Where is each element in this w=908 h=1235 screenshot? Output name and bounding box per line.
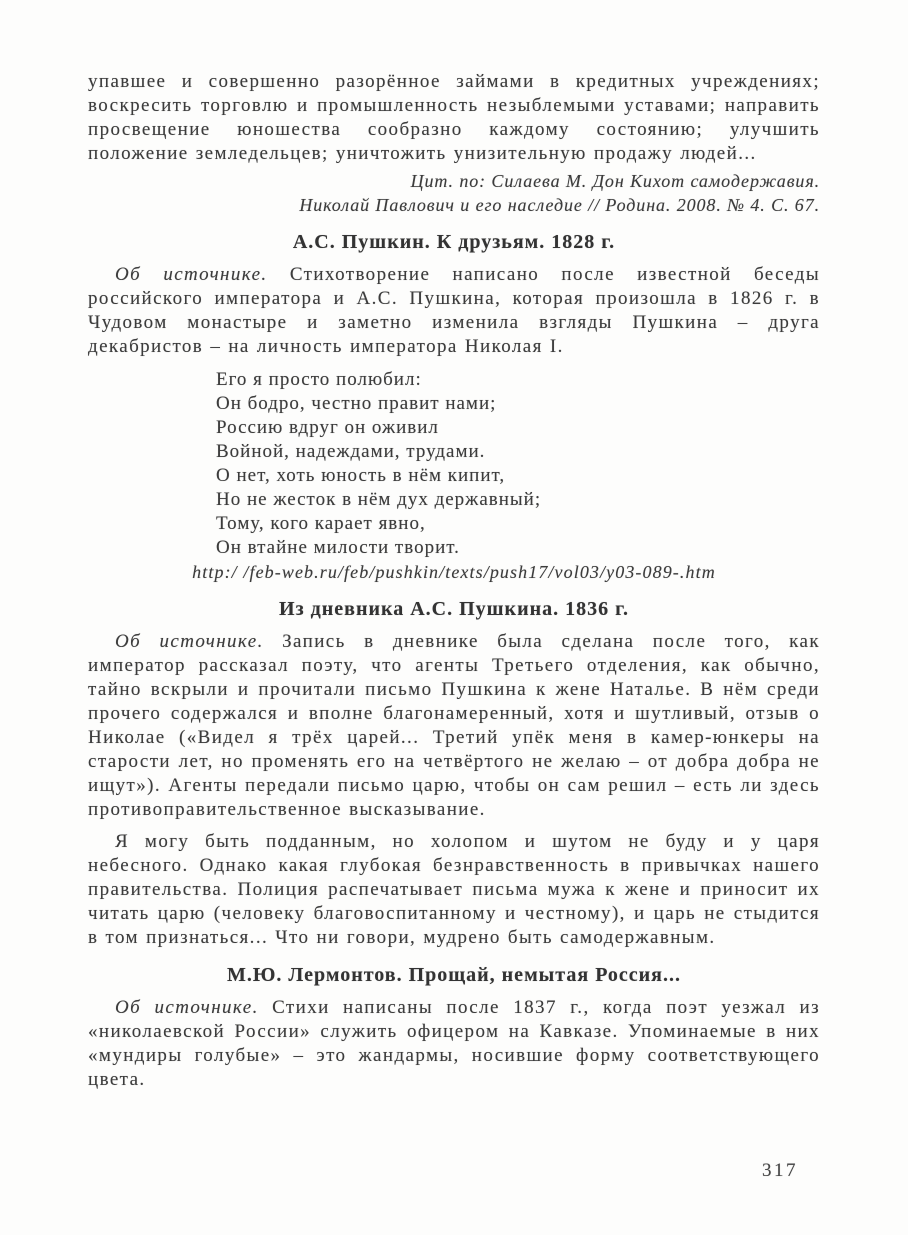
poem-line: Но не жесток в нём дух державный; — [216, 489, 542, 510]
about-source-text: Запись в дневнике была сделана после того, как император рассказал поэту, что агенты Третьего отделения, как обычно, тайно вскрыли и прочитали письмо Пушкина к жене Наталье. В нём среди прочего содержался и вполне благонамеренный, хотя и шутливый, отзыв о Николае («Видел я трёх царей... Третий упёк меня в камер-юнкеры на старости лет, но променять его на четвёртого не желаю – от добра добра не ищут»). Агенты передали письмо царю, чтобы он сам решил – есть ли здесь противоправительственное высказывание. — [88, 631, 820, 820]
poem-line: Его я просто полюбил: — [216, 369, 422, 390]
about-source-lead: Об источнике. — [115, 997, 259, 1018]
about-paragraph-lermontov — [88, 996, 820, 1092]
about-paragraph-pushkin-diary — [88, 630, 820, 822]
section-heading-pushkin-diary: Из дневника А.С. Пушкина. 1836 г. — [279, 598, 629, 620]
about-source-text: Стихотворение написано после известной беседы российского императора и А.С. Пушкина, которая произошла в 1826 г. в Чудовом монастыре и заметно изменила взгляды Пушкина – друга декабристов – на личность императора Николая I. — [88, 264, 820, 357]
about-source-text: Стихи написаны после 1837 г., когда поэт уезжал из «николаевской России» служить офицером на Кавказе. Упоминаемые в них «мундиры голубые» – это жандармы, носившие форму соответствующего цвета. — [88, 997, 820, 1090]
section-heading-lermontov: М.Ю. Лермонтов. Прощай, немытая Россия... — [226, 964, 682, 986]
intro-paragraph: упавшее и совершенно разорённое займами в кредитных учреждениях; воскресить торговлю и промышленность незыблемыми уставами; направить просвещение юношества сообразно каждому состоянию; улучшить положение земледельцев; уничтожить унизительную продажу людей... — [88, 71, 820, 164]
poem-line: Россию вдруг он оживил — [216, 417, 439, 438]
citation-line: Цит. по: Силаева М. Дон Кихот самодержавия. — [410, 171, 820, 191]
diary-quote-paragraph: Я могу быть подданным, но холопом и шутом не буду и у царя небесного. Однако какая глубокая безнравственность в привычках нашего правительства. Полиция распечатывает письма мужа к жене и приносит их читать царю (человеку благовоспитанному и честному), и царь не стыдится в том признаться... Что ни говори, мудрено быть самодержавным. — [88, 831, 820, 948]
poem-line: О нет, хоть юность в нём кипит, — [216, 465, 506, 486]
about-source-lead: Об источнике. — [115, 631, 264, 652]
poem-line: Тому, кого карает явно, — [216, 513, 426, 534]
citation-line: Николай Павлович и его наследие // Родина. 2008. № 4. С. 67. — [299, 195, 820, 215]
section-heading-pushkin-friends: А.С. Пушкин. К друзьям. 1828 г. — [292, 231, 616, 253]
citation-block — [88, 169, 820, 217]
poem-line: Войной, надеждами, трудами. — [216, 441, 486, 462]
page-number: 317 — [762, 1160, 798, 1181]
about-paragraph-pushkin-friends — [88, 263, 820, 359]
text-column — [88, 70, 820, 1092]
poem-block — [216, 368, 820, 560]
about-source-lead: Об источнике. — [115, 264, 268, 285]
poem-line: Он бодро, честно правит нами; — [216, 393, 497, 414]
source-url: http:/ /feb-web.ru/feb/pushkin/texts/push17/vol03/y03-089-.htm — [192, 562, 716, 582]
poem-line: Он втайне милости творит. — [216, 537, 460, 558]
